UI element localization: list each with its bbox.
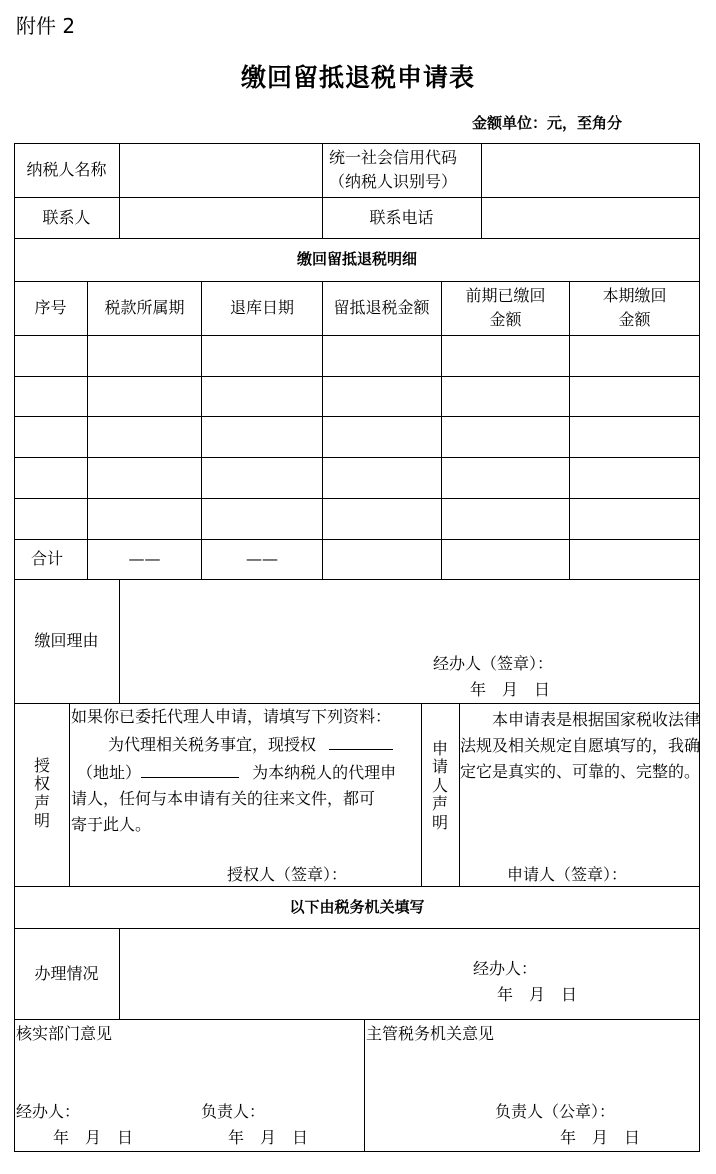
credit-code-label-line1: 统一社会信用代码	[329, 148, 458, 167]
competent-office-label: 主管税务机关意见	[366, 1024, 495, 1043]
authorization-label: 授权声明	[33, 756, 50, 831]
col-header-tax-period: 税款所属期	[104, 298, 185, 317]
agent-name-blank[interactable]	[329, 733, 393, 750]
verify-date-handler: 年 月 日	[53, 1128, 134, 1147]
competent-date: 年 月 日	[560, 1128, 641, 1147]
credit-code-label-line2: （纳税人识别号）	[329, 172, 458, 191]
contact-label: 联系人	[42, 207, 91, 227]
tax-office-section-title: 以下由税务机关填写	[289, 897, 425, 916]
col-header-prior-returned: 前期已缴回 金额	[465, 286, 546, 329]
credit-code-label	[322, 143, 481, 197]
authorization-line4: 请人，任何与本申请有关的往来文件，都可	[71, 789, 376, 808]
taxpayer-name-field[interactable]	[120, 143, 322, 197]
handling-field[interactable]	[120, 929, 699, 1019]
address-open-label: （地址）	[77, 763, 142, 782]
authorization-line5: 寄于此人。	[71, 815, 152, 834]
reason-label: 缴回理由	[34, 631, 99, 650]
authorization-line2-text: 为代理相关税务事宜，现授权	[108, 735, 317, 754]
attachment-label: 附件 2	[16, 14, 76, 38]
col-header-seq: 序号	[34, 298, 67, 317]
authorization-line2[interactable]	[108, 732, 393, 758]
reason-field[interactable]	[120, 580, 699, 703]
authorization-line3-tail: 为本纳税人的代理申	[252, 763, 397, 782]
verify-dept-label: 核实部门意见	[16, 1024, 113, 1043]
amount-unit-note: 金额单位：元，至角分	[472, 114, 623, 132]
form-title: 缴回留抵退税申请表	[240, 63, 475, 92]
total-label: 合计	[31, 549, 64, 568]
verify-date-responsible: 年 月 日	[228, 1128, 309, 1147]
col-header-current-returned: 本期缴回 金额	[602, 286, 667, 329]
agent-address-blank[interactable]	[141, 761, 239, 778]
authorization-signer: 授权人（签章）：	[227, 865, 348, 884]
contact-field[interactable]	[120, 197, 322, 238]
applicant-signer: 申请人（签章）：	[507, 865, 628, 884]
detail-rows[interactable]	[14, 335, 700, 539]
competent-responsible: 负责人（公章）：	[495, 1102, 616, 1121]
verify-responsible: 负责人：	[201, 1102, 266, 1121]
reason-handler-sign: 经办人（签章）：	[433, 654, 554, 673]
applicant-declaration-text: 本申请表是根据国家税收法律法规及相关规定自愿填写的，我确定它是真实的、可靠的、完整的。	[460, 710, 701, 781]
total-dash-date: ——	[246, 549, 278, 568]
handling-label: 办理情况	[34, 963, 99, 983]
verify-handler: 经办人：	[16, 1102, 81, 1121]
taxpayer-name-label: 纳税人名称	[26, 160, 107, 179]
applicant-declaration-label: 申请人声明	[431, 739, 448, 832]
col-header-refund-date: 退库日期	[229, 298, 294, 317]
col-header-refund-amount: 留抵退税金额	[333, 298, 430, 317]
authorization-line3	[77, 760, 396, 786]
phone-field[interactable]	[482, 197, 699, 238]
handling-date: 年 月 日	[497, 985, 578, 1004]
handling-handler: 经办人：	[473, 959, 538, 978]
authorization-intro: 如果你已委托代理人申请，请填写下列资料：	[71, 707, 392, 726]
credit-code-field[interactable]	[482, 143, 699, 197]
total-dash-period: ——	[128, 549, 161, 568]
detail-section-title: 缴回留抵退税明细	[296, 250, 417, 269]
phone-label: 联系电话	[369, 207, 434, 227]
reason-date: 年 月 日	[470, 680, 551, 699]
